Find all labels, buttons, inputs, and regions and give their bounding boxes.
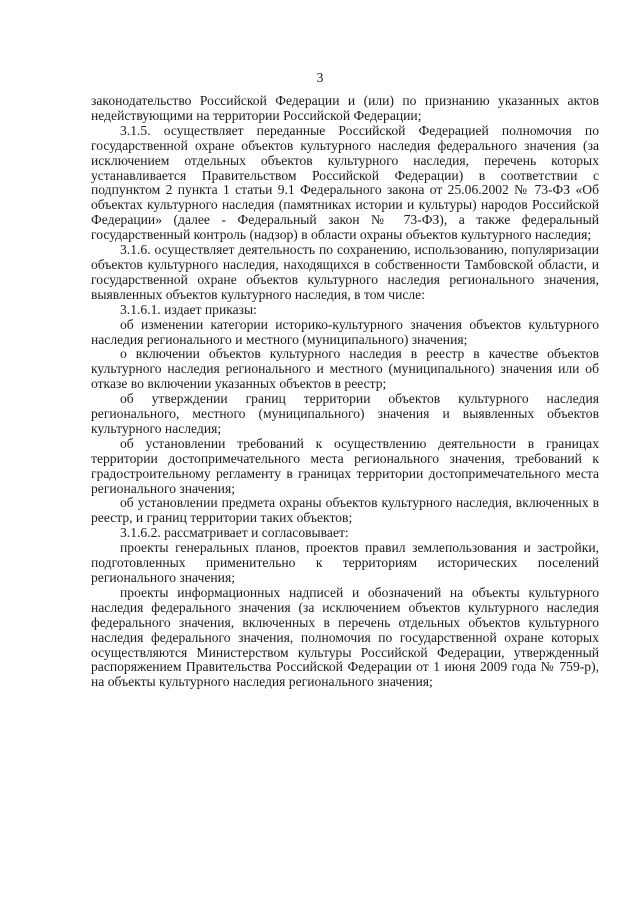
paragraph: 3.1.5. осуществляет переданные Российской Федерацией полномочия по государственной охране объектов культурного наследия федерального значения (за исключением отдельных объектов культурного наследия, перечень которых устанавливается Правительством Российской Федерации) в соответствии с подпунктом 2 пункта 1 статьи 9.1 Федерального закона от 25.06.2002 № 73-ФЗ «Об объектах культурного наследия (памятниках истории и культуры) народов Российской Федерации» (далее - Федеральный закон № 73-ФЗ), а также федеральный государственный контроль (надзор) в области охраны объектов культурного наследия;: [91, 122, 599, 243]
paragraph: 3.1.6.2. рассматривает и согласовывает:: [120, 525, 349, 541]
paragraph: об установлении требований к осуществлению деятельности в границах территории достопримечательного места регионального значения, требований к градостроительному регламенту в границах территории достопримечательного места регионального значения;: [91, 435, 599, 496]
document-body: [91, 94, 599, 690]
paragraph: законодательство Российской Федерации и (или) по признанию указанных актов недействующими на территории Российской Федерации;: [91, 93, 599, 123]
paragraph: об изменении категории историко-культурного значения объектов культурного наследия регионального и местного (муниципального) значения;: [91, 316, 599, 347]
paragraph: 3.1.6. осуществляет деятельность по сохранению, использованию, популяризации объектов культурного наследия, находящихся в собственности Тамбовской области, и государственной охране объектов культурного наследия регионального значения, выявленных объектов культурного наследия, в том числе:: [91, 242, 599, 302]
paragraph: проекты информационных надписей и обозначений на объекты культурного наследия федерального значения (за исключением объектов культурного наследия федерального значения, включенных в перечень отдельных объектов культурного наследия федерального значения, полномочия по государственной охране которых осуществляются Министерством культуры Российской Федерации, утвержденный распоряжением Правительства Российской Федерации от 1 июня 2009 года № 759-р), на объекты культурного наследия регионального значения;: [91, 584, 599, 690]
paragraph: о включении объектов культурного наследия в реестр в качестве объектов культурного наследия регионального и местного (муниципального) значения или об отказе во включении указанных объектов в реестр;: [91, 346, 599, 392]
paragraph: об утверждении границ территории объектов культурного наследия регионального, местного (муниципального) значения и выявленных объектов культурного наследия;: [91, 391, 599, 436]
paragraph: об установлении предмета охраны объектов культурного наследия, включенных в реестр, и границ территории таких объектов;: [91, 495, 599, 526]
paragraph: проекты генеральных планов, проектов правил землепользования и застройки, подготовленных применительно к территориям исторических поселений регионального значения;: [91, 540, 599, 585]
page-number: 3: [316, 70, 324, 85]
paragraph: 3.1.6.1. издает приказы:: [120, 301, 257, 317]
